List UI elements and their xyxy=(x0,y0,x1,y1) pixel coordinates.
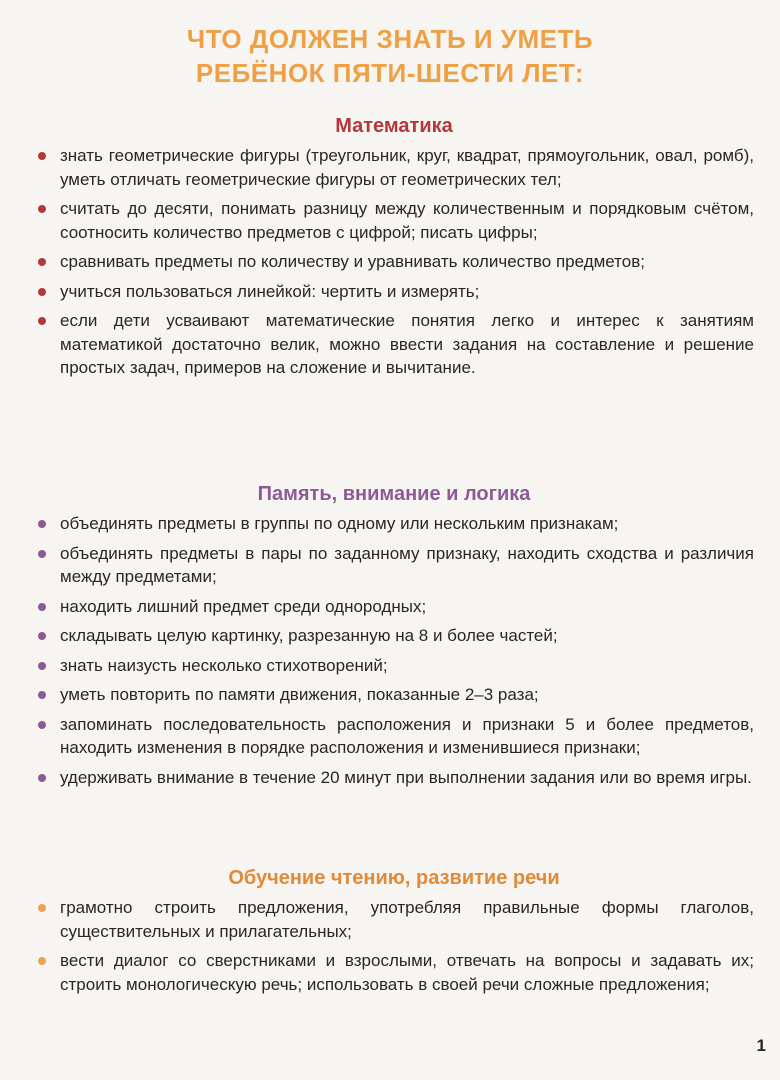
page-title xyxy=(0,22,780,90)
list-item-text: объединять предметы в пары по заданному признаку, находить сходства и различия между предметами; xyxy=(60,543,754,586)
section-heading-reading: Обучение чтению, развитие речи xyxy=(228,867,560,889)
list-item xyxy=(34,542,754,589)
bullet-dot-icon xyxy=(38,152,46,160)
list-item-text: удерживать внимание в течение 20 минут при выполнении задания или во время игры. xyxy=(60,767,752,787)
section-heading-math: Математика xyxy=(335,115,453,137)
list-item xyxy=(34,144,754,191)
bullet-dot-icon xyxy=(38,288,46,296)
section-reading xyxy=(34,866,754,1002)
list-item xyxy=(34,683,754,707)
list-item-text: находить лишний предмет среди однородных; xyxy=(60,596,427,616)
list-item-text: запоминать последовательность расположения и признаки 5 и более предметов, находить изменения в порядке расположения и изменившиеся признаки; xyxy=(60,714,754,757)
list-item xyxy=(34,309,754,380)
math-list xyxy=(34,144,754,380)
reading-list xyxy=(34,896,754,996)
list-item xyxy=(34,512,754,536)
section-math xyxy=(34,114,754,386)
list-item-text: складывать целую картинку, разрезанную на 8 и более частей; xyxy=(60,626,558,645)
section-memory xyxy=(34,482,754,795)
bullet-dot-icon xyxy=(38,774,46,782)
list-item xyxy=(34,896,754,943)
list-item-text: уметь повторить по памяти движения, показанные 2–3 раза; xyxy=(60,685,539,704)
title-line-1: ЧТО ДОЛЖЕН ЗНАТЬ И УМЕТЬ xyxy=(186,24,594,54)
list-item-text: знать геометрические фигуры (треугольник, круг, квадрат, прямоугольник, овал, ромб), уметь отличать геометрические фигуры от геометрических тел; xyxy=(60,146,754,189)
list-item-text: если дети усваивают математические понятия легко и интерес к занятиям математикой достаточно велик, можно ввести задания на составление и решение простых задач, примеров на сложение и вычитание. xyxy=(60,311,754,377)
list-item xyxy=(34,624,754,648)
bullet-dot-icon xyxy=(38,662,46,670)
bullet-dot-icon xyxy=(38,520,46,528)
page-number: 1 xyxy=(756,1036,766,1055)
bullet-dot-icon xyxy=(38,691,46,699)
list-item-text: сравнивать предметы по количеству и уравнивать количество предметов; xyxy=(60,252,645,271)
list-item-text: знать наизусть несколько стихотворений; xyxy=(60,655,388,675)
list-item-text: объединять предметы в группы по одному или нескольким признакам; xyxy=(60,514,619,533)
bullet-dot-icon xyxy=(38,205,46,213)
section-heading-memory: Память, внимание и логика xyxy=(257,483,531,505)
list-item xyxy=(34,713,754,760)
bullet-dot-icon xyxy=(38,632,46,640)
list-item xyxy=(34,654,754,678)
title-line-2: РЕБЁНОК ПЯТИ-ШЕСТИ ЛЕТ: xyxy=(195,58,585,88)
bullet-dot-icon xyxy=(38,603,46,611)
list-item xyxy=(34,595,754,619)
bullet-dot-icon xyxy=(38,957,46,965)
list-item xyxy=(34,280,754,304)
list-item-text: грамотно строить предложения, употребляя правильные формы глаголов, существительных и прилагательных; xyxy=(60,898,754,941)
memory-list xyxy=(34,512,754,789)
bullet-dot-icon xyxy=(38,258,46,266)
list-item xyxy=(34,250,754,274)
list-item-text: считать до десяти, понимать разницу между количественным и порядковым счётом, соотносить количество предметов с цифрой; писать цифры; xyxy=(60,199,754,242)
list-item xyxy=(34,949,754,996)
bullet-dot-icon xyxy=(38,317,46,325)
bullet-dot-icon xyxy=(38,550,46,558)
list-item-text: учиться пользоваться линейкой: чертить и измерять; xyxy=(60,281,480,301)
list-item xyxy=(34,197,754,244)
bullet-dot-icon xyxy=(38,904,46,912)
bullet-dot-icon xyxy=(38,721,46,729)
list-item xyxy=(34,766,754,790)
list-item-text: вести диалог со сверстниками и взрослыми, отвечать на вопросы и задавать их; строить монологическую речь; использовать в своей речи сложные предложения; xyxy=(60,951,754,994)
